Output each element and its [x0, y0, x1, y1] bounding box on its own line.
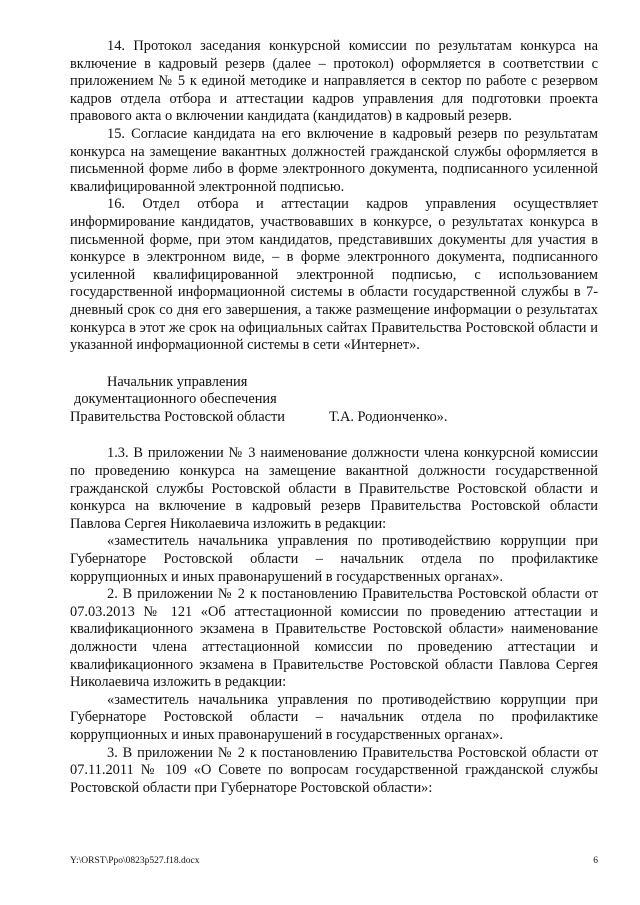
signature-row — [70, 409, 598, 427]
paragraph-2: 2. В приложении № 2 к постановлению Правительства Ростовской области от 07.03.2013 № 121 «Об аттестационной комиссии по проведению аттестации и квалификационного экзамена в Правительстве Ростовской области» наименование должности члена аттестационной комиссии по проведению аттестации и квалификационного экзамена в Правительстве Ростовской области Павлова Сергея Николаевича изложить в редакции: — [70, 586, 598, 691]
signature-block — [70, 374, 598, 427]
paragraph-1-3: 1.3. В приложении № 3 наименование должности члена конкурсной комиссии по проведению конкурса на замещение вакантной должности государственной гражданской службы Ростовской области в Правительстве Ростовской области и конкурса на включение в кадровый резерв Правительства Ростовской области Павлова Сергея Николаевича изложить в редакции: — [70, 445, 598, 532]
footer-page-number: 6 — [593, 856, 598, 866]
page-footer — [70, 855, 598, 867]
signature-title-line-1: Начальник управления — [107, 373, 248, 390]
signatory-name: Т.А. Родионченко». — [329, 408, 448, 425]
paragraph-15: 15. Согласие кандидата на его включение в кадровый резерв по результатам конкурса на замещение вакантных должностей гражданской службы оформляется в письменной форме либо в форме электронного документа, подписанного усиленной квалифицированной электронной подписью. — [70, 125, 598, 195]
paragraph-14: 14. Протокол заседания конкурсной комиссии по результатам конкурса на включение в кадровый резерв (далее – протокол) оформляется в соответствии с приложением № 5 к единой методике и направляется в сектор по работе с резервом кадров отдела отбора и аттестации кадров управления для подготовки проекта правового акта о включении кандидата (кандидатов) в кадровый резерв. — [70, 38, 598, 125]
quote-1-3: «заместитель начальника управления по противодействию коррупции при Губернаторе Ростовской области – начальник отдела по профилактике коррупционных и иных правонарушений в государственных органах». — [70, 533, 598, 585]
signature-title-line-2: документационного обеспечения — [74, 391, 277, 408]
quote-2: «заместитель начальника управления по противодействию коррупции при Губернаторе Ростовской области – начальник отдела по профилактике коррупционных и иных правонарушений в государственных органах». — [70, 691, 598, 743]
signature-title-line-3: Правительства Ростовской области — [70, 408, 285, 425]
paragraph-16: 16. Отдел отбора и аттестации кадров управления осуществляет информирование кандидатов, участвовавших в конкурсе, о результатах конкурса в письменной форме, при этом кандидатов, представивших документы для участия в конкурсе в электронном виде, – в форме электронного документа, подписанного усиленной квалифицированной электронной подписью, с использованием государственной информационной системы в области государственной службы в 7-дневный срок со дня его завершения, а также размещение информации о результатах конкурса в этот же срок на официальных сайтах Правительства Ростовской области и указанной информационной системы в сети «Интернет». — [70, 196, 598, 354]
document-page — [70, 38, 598, 797]
footer-file-path: Y:\ORST\Ppo\0823p527.f18.docx — [70, 856, 200, 866]
paragraph-3: 3. В приложении № 2 к постановлению Правительства Ростовской области от 07.11.2011 № 109 «О Совете по вопросам государственной гражданской службы Ростовской области при Губернаторе Ростовской области»: — [70, 744, 598, 796]
